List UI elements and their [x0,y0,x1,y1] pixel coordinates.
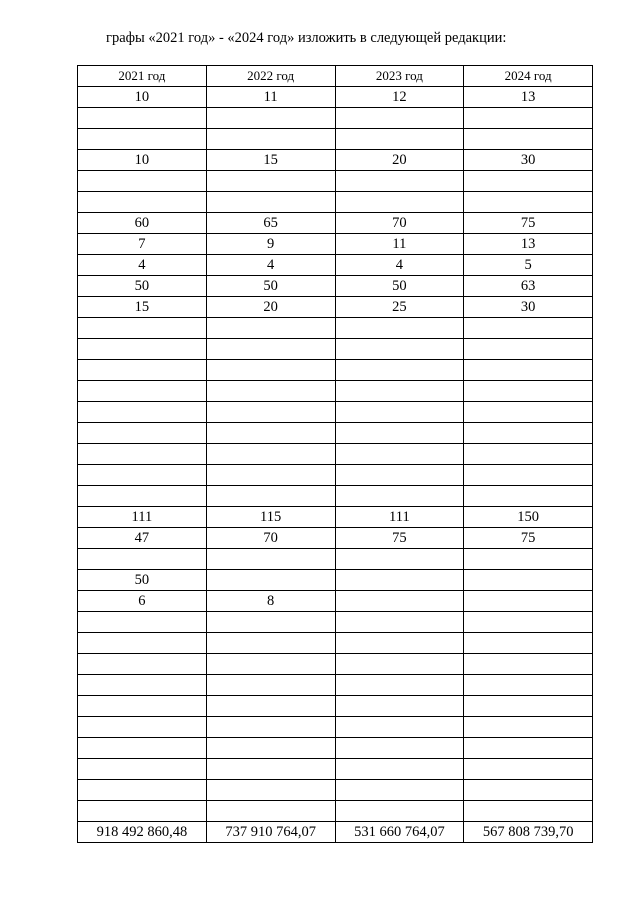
table-cell [464,423,593,444]
table-cell [206,108,335,129]
table-body [78,87,593,843]
table-cell [464,759,593,780]
table-cell [78,129,207,150]
table-row [78,297,593,318]
table-cell [206,465,335,486]
table-cell: 30 [464,150,593,171]
table-row [78,318,593,339]
table-cell: 70 [335,213,464,234]
table-cell [78,549,207,570]
table-row [78,150,593,171]
table-cell [464,549,593,570]
table-cell: 50 [78,570,207,591]
table-cell [335,108,464,129]
table-row [78,780,593,801]
table-row [78,213,593,234]
table-cell [335,591,464,612]
table-cell [335,654,464,675]
table-row [78,402,593,423]
table-cell [464,654,593,675]
table-cell [78,465,207,486]
table-cell: 15 [206,150,335,171]
table-cell [335,675,464,696]
table-row [78,234,593,255]
table-row [78,507,593,528]
table-cell: 111 [78,507,207,528]
table-cell [78,633,207,654]
table-cell [335,360,464,381]
table-cell: 50 [78,276,207,297]
table-cell: 13 [464,87,593,108]
table-cell: 567 808 739,70 [464,822,593,843]
table-row [78,654,593,675]
table-cell [335,192,464,213]
table-cell [464,402,593,423]
header-row [78,66,593,87]
table-cell: 10 [78,150,207,171]
table-cell [464,444,593,465]
table-cell: 30 [464,297,593,318]
table-row [78,759,593,780]
table-row [78,360,593,381]
table-cell [78,801,207,822]
table-cell [206,633,335,654]
table-cell [335,486,464,507]
table-row [78,486,593,507]
table-cell [78,654,207,675]
table-cell [335,318,464,339]
table-cell [78,108,207,129]
table-row [78,675,593,696]
table-cell: 4 [335,255,464,276]
table-cell [78,423,207,444]
table-cell: 15 [78,297,207,318]
table-cell [206,318,335,339]
table-row [78,528,593,549]
table-row [78,108,593,129]
table-row [78,192,593,213]
table-row [78,570,593,591]
table-row [78,423,593,444]
table-row [78,549,593,570]
table-cell [464,591,593,612]
table-cell [335,570,464,591]
table-cell [335,444,464,465]
table-cell [206,738,335,759]
table-cell [335,738,464,759]
table-cell [78,675,207,696]
table-cell [335,129,464,150]
table-cell [206,381,335,402]
table-cell: 115 [206,507,335,528]
table-cell [206,171,335,192]
table-cell: 8 [206,591,335,612]
table-cell [206,129,335,150]
table-cell [464,486,593,507]
table-row [78,633,593,654]
table-cell [206,444,335,465]
table-cell [464,696,593,717]
table-cell: 50 [206,276,335,297]
table-cell [335,612,464,633]
table-cell [78,360,207,381]
table-cell [464,738,593,759]
table-cell [464,612,593,633]
table-cell [78,717,207,738]
column-header: 2023 год [335,66,464,87]
table-cell: 11 [206,87,335,108]
table-row [78,129,593,150]
table-row [78,612,593,633]
table-cell [464,171,593,192]
table-cell [464,780,593,801]
table-cell [206,612,335,633]
table-cell [464,339,593,360]
table-cell [206,801,335,822]
table-cell [464,717,593,738]
table-cell [78,444,207,465]
table-row [78,339,593,360]
table-cell: 65 [206,213,335,234]
table-cell [335,339,464,360]
table-cell: 63 [464,276,593,297]
table-cell [335,633,464,654]
table-cell: 4 [206,255,335,276]
table-cell [335,381,464,402]
table-cell [78,318,207,339]
table-row [78,255,593,276]
table-cell: 5 [464,255,593,276]
table-cell [335,801,464,822]
table-cell [206,549,335,570]
table-cell: 7 [78,234,207,255]
table-cell: 10 [78,87,207,108]
table-cell [206,570,335,591]
table-cell [206,192,335,213]
table-cell: 150 [464,507,593,528]
table-cell [206,675,335,696]
table-cell [78,339,207,360]
table-cell [78,696,207,717]
table-cell [464,381,593,402]
table-cell [335,780,464,801]
table-cell [206,654,335,675]
table-row [78,591,593,612]
table-cell: 13 [464,234,593,255]
table-cell [335,171,464,192]
table-cell [335,717,464,738]
table-cell [206,780,335,801]
table-cell [464,318,593,339]
table-cell: 12 [335,87,464,108]
table-cell [206,339,335,360]
table-cell [206,486,335,507]
intro-text: графы «2021 год» - «2024 год» изложить в следующей редакции: [106,30,507,46]
table-cell [206,402,335,423]
table-cell [78,759,207,780]
table-cell: 47 [78,528,207,549]
table-cell [206,717,335,738]
table-row [78,696,593,717]
table-cell: 60 [78,213,207,234]
table-cell: 25 [335,297,464,318]
table-row [78,381,593,402]
table-cell [335,696,464,717]
table-row [78,465,593,486]
table-cell [78,780,207,801]
table-cell: 75 [464,528,593,549]
table-cell [335,549,464,570]
table-cell: 70 [206,528,335,549]
table-cell: 11 [335,234,464,255]
table-cell [464,360,593,381]
table-cell [335,402,464,423]
table-cell [78,381,207,402]
table-cell [78,612,207,633]
table-cell [206,360,335,381]
table-cell: 75 [464,213,593,234]
table-cell: 918 492 860,48 [78,822,207,843]
table-cell [464,192,593,213]
table-row [78,171,593,192]
table-cell: 531 660 764,07 [335,822,464,843]
table-row [78,276,593,297]
table-cell [464,633,593,654]
table-cell: 9 [206,234,335,255]
table-cell: 20 [206,297,335,318]
table-cell [464,129,593,150]
table-cell [464,675,593,696]
table-cell [464,108,593,129]
table-cell [78,486,207,507]
column-header: 2022 год [206,66,335,87]
budget-table [77,65,593,843]
column-header: 2024 год [464,66,593,87]
table-cell [78,402,207,423]
table-cell: 6 [78,591,207,612]
table-cell [335,759,464,780]
table-cell [206,696,335,717]
column-header: 2021 год [78,66,207,87]
table-cell: 111 [335,507,464,528]
table-cell [78,171,207,192]
table-cell [464,570,593,591]
table-cell [464,465,593,486]
table-row [78,738,593,759]
table-row [78,822,593,843]
table-cell [78,738,207,759]
table-cell [206,423,335,444]
table-cell: 20 [335,150,464,171]
table-cell: 737 910 764,07 [206,822,335,843]
table-cell: 75 [335,528,464,549]
table-cell [335,465,464,486]
table-cell: 50 [335,276,464,297]
table-row [78,87,593,108]
table-cell [335,423,464,444]
table-cell [464,801,593,822]
table-cell [206,759,335,780]
table-row [78,444,593,465]
table-row [78,717,593,738]
table-cell: 4 [78,255,207,276]
table-cell [78,192,207,213]
table-row [78,801,593,822]
